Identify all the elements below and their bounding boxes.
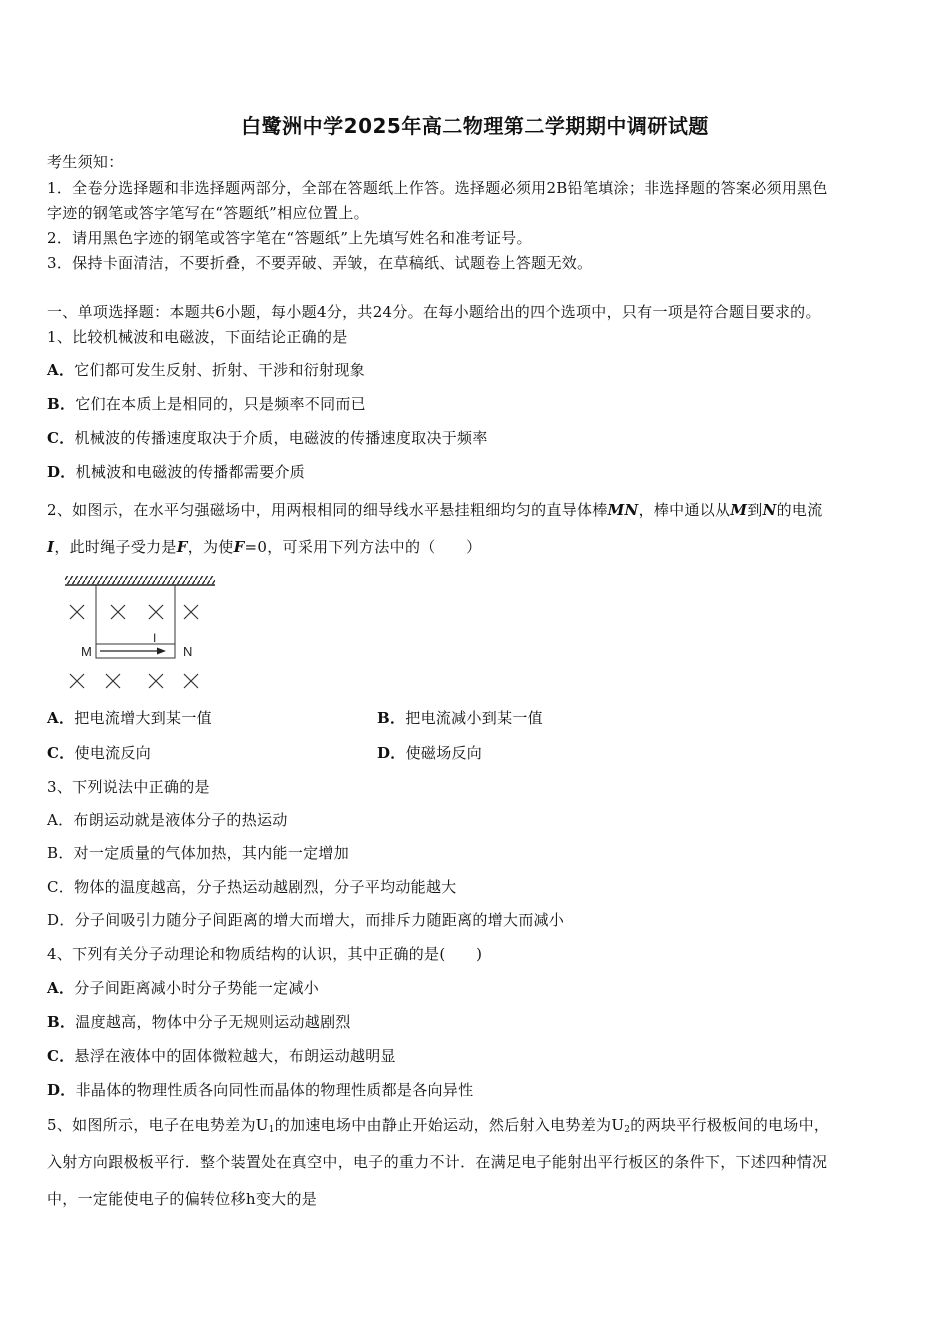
text: 的两块平行极板间的电场中， — [630, 1116, 830, 1134]
option-text: 它们在本质上是相同的，只是频率不同而已 — [75, 395, 366, 413]
cross-mark — [149, 674, 163, 688]
var-n: N — [762, 501, 777, 519]
figure-label-m: M — [81, 644, 92, 659]
q1-option-d — [47, 462, 305, 482]
q2-option-b — [377, 708, 543, 728]
cross-mark — [184, 605, 198, 619]
q3-option-d: D．分子间吸引力随分子间距离的增大而增大，而排斥力随距离的增大而减小 — [47, 911, 565, 929]
text: 的加速电场中由静止开始运动，然后射入电势差为U — [274, 1116, 625, 1134]
q2-option-c — [47, 743, 151, 763]
ceiling-hatch — [65, 576, 215, 584]
option-label: D． — [377, 744, 406, 762]
option-label: B． — [47, 395, 76, 413]
option-label: C． — [47, 744, 75, 762]
var-i: I — [47, 538, 55, 556]
option-label: A． — [47, 979, 75, 997]
notice-item-2: 2．请用黑色字迹的钢笔或答字笔在“答题纸”上先填写姓名和准考证号。 — [47, 229, 532, 247]
option-text: 悬浮在液体中的固体微粒越大，布朗运动越明显 — [74, 1047, 396, 1065]
q3-option-c: C．物体的温度越高，分子热运动越剧烈，分子平均动能越大 — [47, 878, 457, 896]
cross-mark — [149, 605, 163, 619]
q1-option-b — [47, 394, 366, 414]
q1-option-c — [47, 428, 488, 448]
option-text: 使电流反向 — [74, 744, 152, 762]
q3-option-b: B．对一定质量的气体加热，其内能一定增加 — [47, 844, 350, 862]
section-heading: 一、单项选择题：本题共6小题，每小题4分，共24分。在每小题给出的四个选项中，只有一项是符合题目要求的。 — [47, 303, 821, 321]
subscript: 1 — [268, 1125, 275, 1135]
q4-option-b — [47, 1012, 351, 1032]
option-label: D． — [47, 1081, 76, 1099]
text: ，此时绳子受力是 — [54, 538, 177, 556]
text: =0，可采用下列方法中的（ ） — [244, 538, 482, 556]
page-title: 白鹭洲中学2025年高二物理第二学期期中调研试题 — [241, 114, 709, 138]
option-text: 机械波和电磁波的传播都需要介质 — [75, 463, 306, 481]
option-label: B． — [47, 1013, 76, 1031]
option-text: 温度越高，物体中分子无规则运动越剧烈 — [75, 1013, 351, 1031]
q2-option-a — [47, 708, 212, 728]
notice-item-1-cont: 字迹的钢笔或答字笔写在“答题纸”相应位置上。 — [47, 204, 369, 222]
text: 5、如图所示，电子在电势差为U — [47, 1116, 269, 1134]
q3-option-a: A．布朗运动就是液体分子的热运动 — [47, 811, 288, 829]
option-text: 它们都可发生反射、折射、干涉和衍射现象 — [74, 361, 365, 379]
text: 2、如图示，在水平匀强磁场中，用两根相同的细导线水平悬挂粗细均匀的直导体棒 — [47, 501, 608, 519]
var-f: F — [233, 538, 245, 556]
var-m: M — [730, 501, 748, 519]
option-text: 非晶体的物理性质各向同性而晶体的物理性质都是各向异性 — [75, 1081, 474, 1099]
option-text: 把电流增大到某一值 — [74, 709, 212, 727]
q1-option-a — [47, 360, 365, 380]
q5-stem-line-3: 中，一定能使电子的偏转位移h变大的是 — [47, 1190, 318, 1208]
q2-stem-line-2 — [47, 537, 481, 557]
text: ，棒中通以从 — [638, 501, 731, 519]
q3-stem: 3、下列说法中正确的是 — [47, 778, 210, 796]
option-label: A． — [47, 361, 75, 379]
cross-mark — [111, 605, 125, 619]
option-text: 分子间距离减小时分子势能一定减小 — [74, 979, 320, 997]
var-mn: MN — [607, 501, 639, 519]
magnetic-field-figure — [60, 572, 225, 697]
cross-mark — [106, 674, 120, 688]
notice-item-1: 1．全卷分选择题和非选择题两部分，全部在答题纸上作答。选择题必须用2B铅笔填涂；非选择题的答案必须用黑色 — [47, 179, 828, 197]
text: 到 — [747, 501, 763, 519]
text: ，为使 — [187, 538, 234, 556]
var-f: F — [176, 538, 188, 556]
q2-option-d — [377, 743, 482, 763]
option-label: D． — [47, 463, 76, 481]
q4-option-c — [47, 1046, 396, 1066]
cross-mark — [70, 605, 84, 619]
cross-mark — [70, 674, 84, 688]
text: 的电流 — [776, 501, 823, 519]
notice-heading: 考生须知： — [47, 153, 124, 171]
q2-stem-line-1 — [47, 500, 823, 520]
q4-stem: 4、下列有关分子动理论和物质结构的认识，其中正确的是( ) — [47, 945, 483, 963]
q4-option-d — [47, 1080, 473, 1100]
q5-stem-line-1 — [47, 1115, 829, 1140]
cross-mark — [184, 674, 198, 688]
option-label: B． — [377, 709, 406, 727]
option-label: C． — [47, 429, 75, 447]
option-label: C． — [47, 1047, 75, 1065]
q4-option-a — [47, 978, 319, 998]
option-text: 使磁场反向 — [405, 744, 483, 762]
q5-stem-line-2: 入射方向跟极板平行．整个装置处在真空中，电子的重力不计．在满足电子能射出平行板区的条件下，下述四种情况 — [47, 1153, 828, 1171]
figure-label-i: I — [153, 631, 157, 645]
figure-label-n: N — [183, 644, 193, 659]
notice-item-3: 3．保持卡面清洁，不要折叠，不要弄破、弄皱，在草稿纸、试题卷上答题无效。 — [47, 254, 593, 272]
option-text: 机械波的传播速度取决于介质，电磁波的传播速度取决于频率 — [74, 429, 488, 447]
subscript: 2 — [624, 1125, 631, 1135]
q1-stem: 1、比较机械波和电磁波，下面结论正确的是 — [47, 328, 348, 346]
option-text: 把电流减小到某一值 — [405, 709, 543, 727]
option-label: A． — [47, 709, 75, 727]
